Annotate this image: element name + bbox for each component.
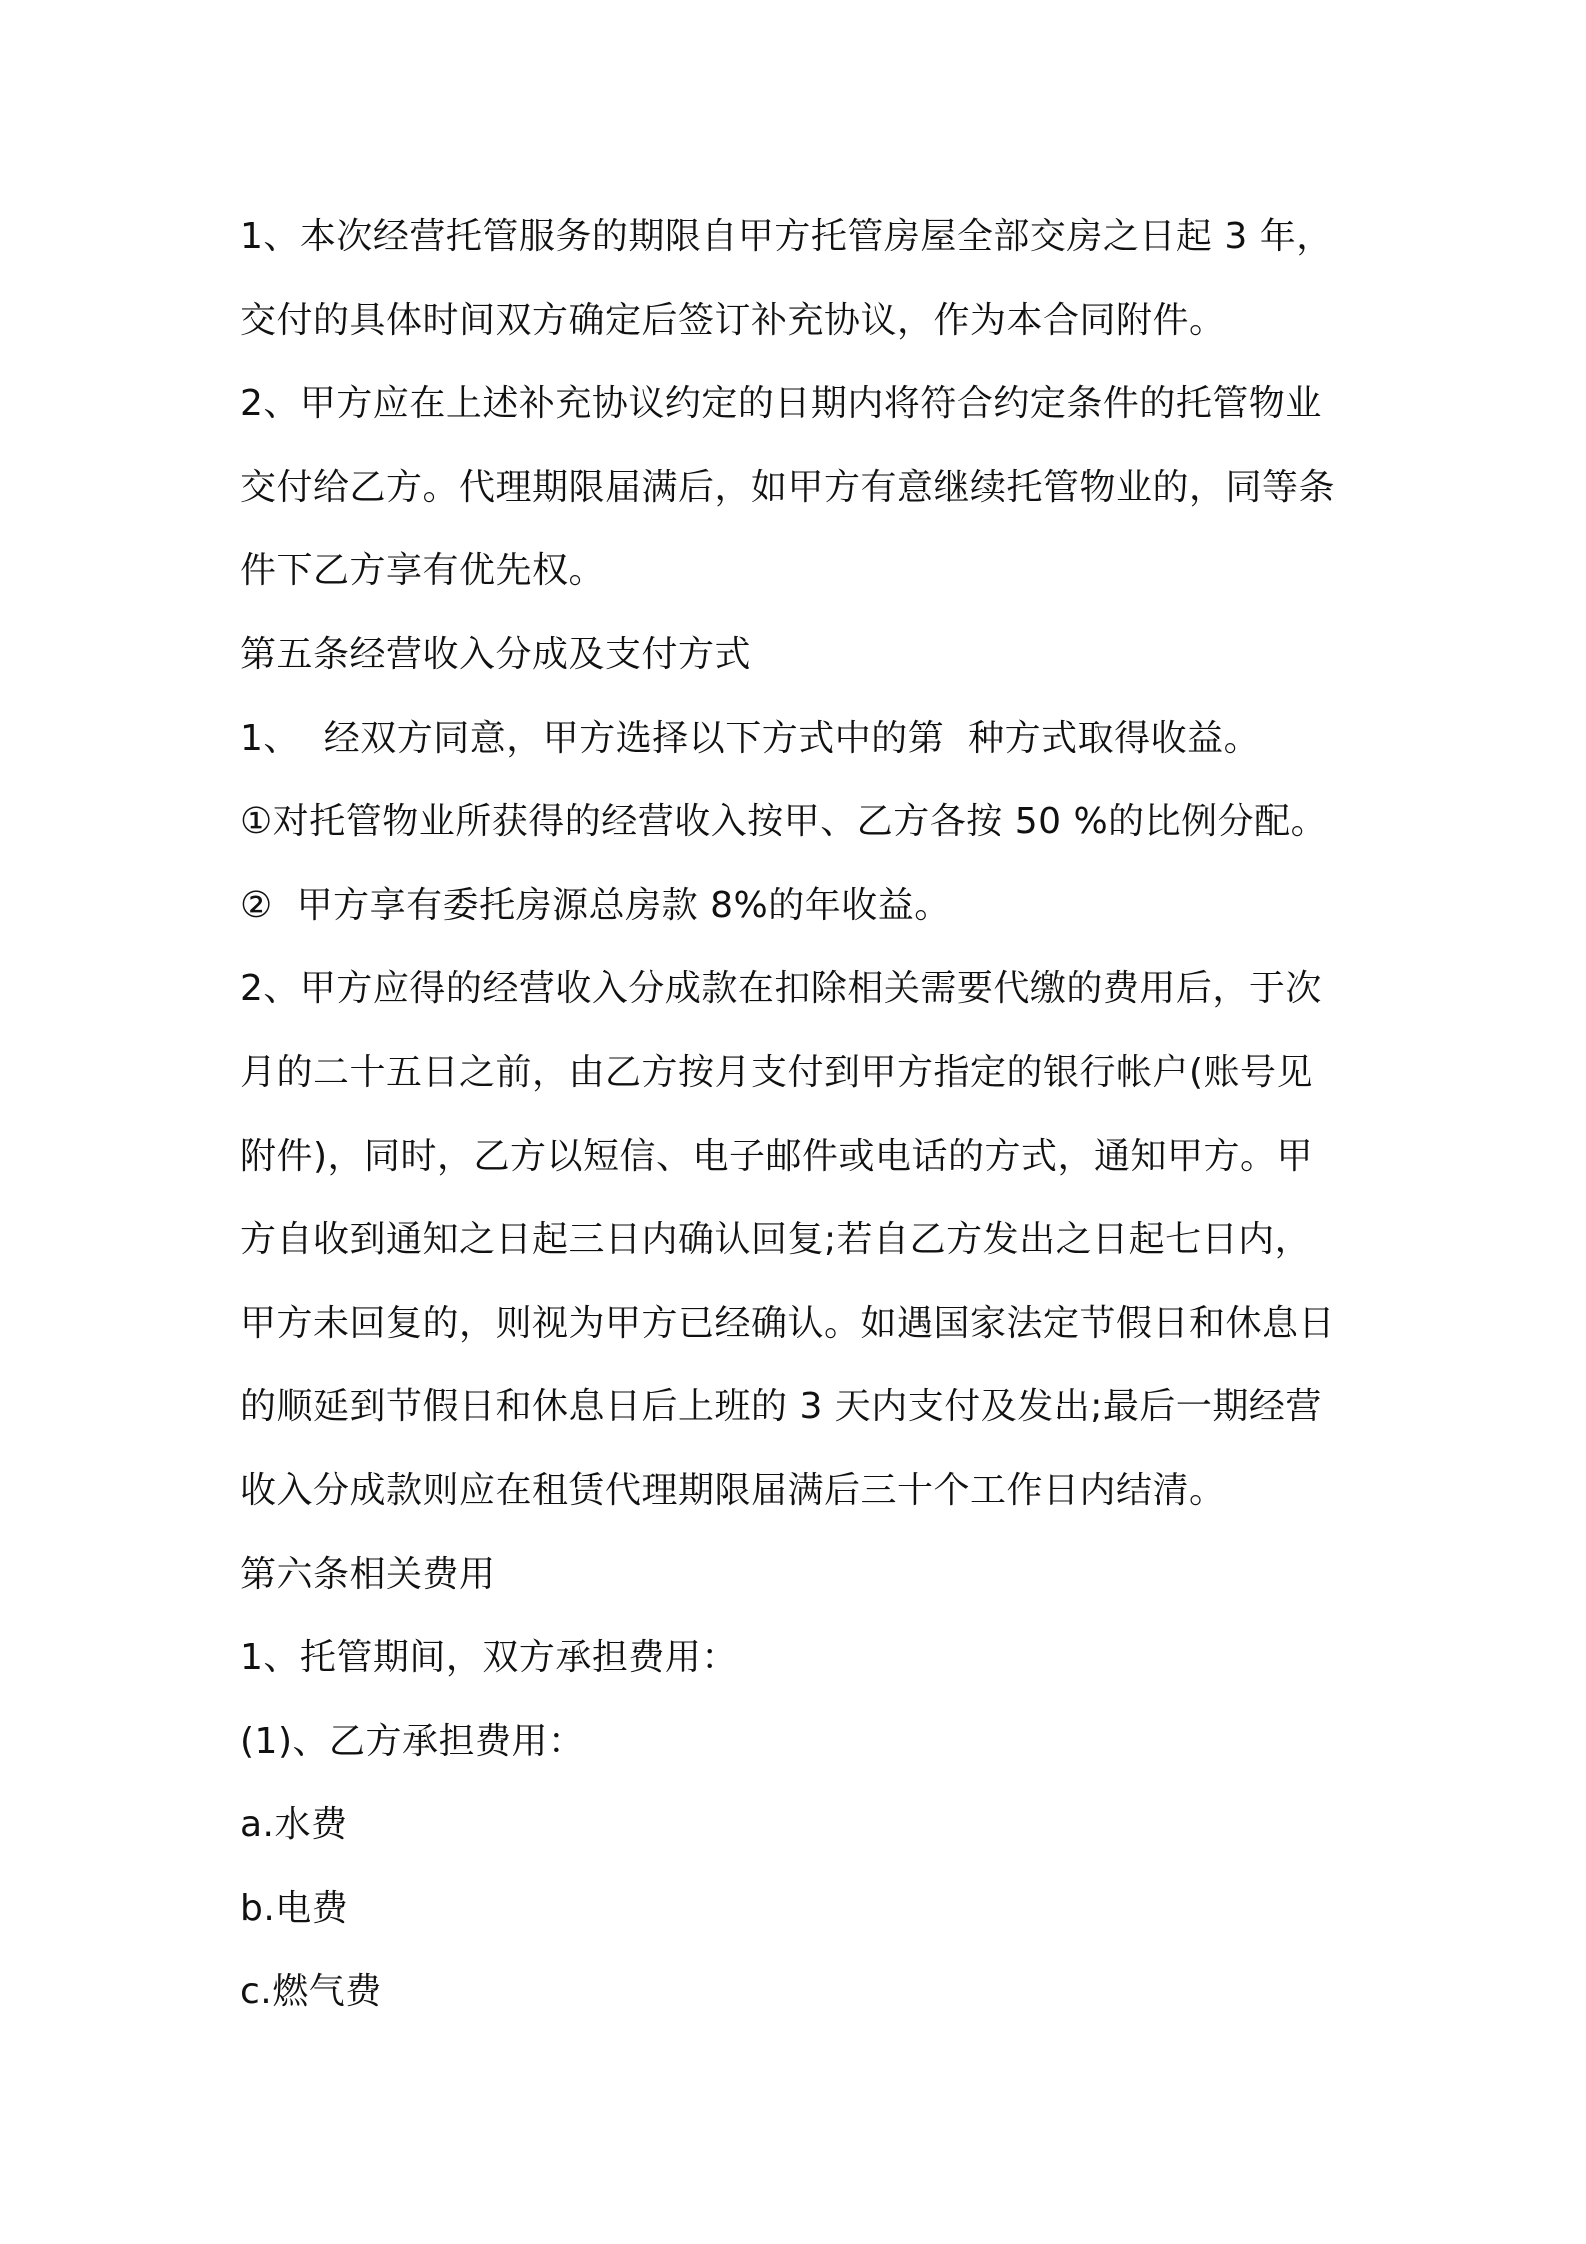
text-line: 收入分成款则应在租赁代理期限届满后三十个工作日内结清。: [240, 1469, 1226, 1511]
text-line: ② 甲方享有委托房源总房款 8%的年收益。: [240, 884, 951, 926]
text-line: 方自收到通知之日起三日内确认回复;若自乙方发出之日起七日内，: [240, 1219, 1312, 1261]
list-item: c.燃气费: [240, 1971, 382, 2013]
text-line: 2、甲方应得的经营收入分成款在扣除相关需要代缴的费用后，于次: [240, 968, 1322, 1010]
text-line: 1、本次经营托管服务的期限自甲方托管房屋全部交房之日起 3 年，: [240, 216, 1333, 257]
text-line: 1、托管期间，双方承担费用：: [240, 1637, 738, 1679]
text-line: (1)、乙方承担费用：: [240, 1720, 585, 1762]
text-line: 件下乙方享有优先权。: [240, 550, 606, 592]
text-line: 月的二十五日之前，由乙方按月支付到甲方指定的银行帐户(账号见: [240, 1051, 1314, 1093]
text-line: 交付的具体时间双方确定后签订补充协议，作为本合同附件。: [240, 299, 1226, 341]
text-line: 的顺延到节假日和休息日后上班的 3 天内支付及发出;最后一期经营: [240, 1386, 1322, 1428]
text-line: ①对托管物业所获得的经营收入按甲、乙方各按 50 %的比例分配。: [240, 801, 1328, 843]
list-item: b.电费: [240, 1887, 349, 1929]
text-line: 2、甲方应在上述补充协议约定的日期内将符合约定条件的托管物业: [240, 383, 1322, 425]
text-line: 交付给乙方。代理期限届满后，如甲方有意继续托管物业的，同等条: [240, 466, 1336, 508]
text-line: 甲方未回复的，则视为甲方已经确认。如遇国家法定节假日和休息日: [240, 1302, 1336, 1344]
text-line: 1、 经双方同意，甲方选择以下方式中的第 种方式取得收益。: [240, 717, 1261, 759]
text-line: 附件)，同时，乙方以短信、电子邮件或电话的方式，通知甲方。甲: [240, 1135, 1314, 1177]
section-heading: 第五条经营收入分成及支付方式: [240, 633, 752, 675]
document-body: [240, 195, 1360, 2034]
list-item: a.水费: [240, 1804, 348, 1846]
section-heading: 第六条相关费用: [240, 1553, 496, 1595]
